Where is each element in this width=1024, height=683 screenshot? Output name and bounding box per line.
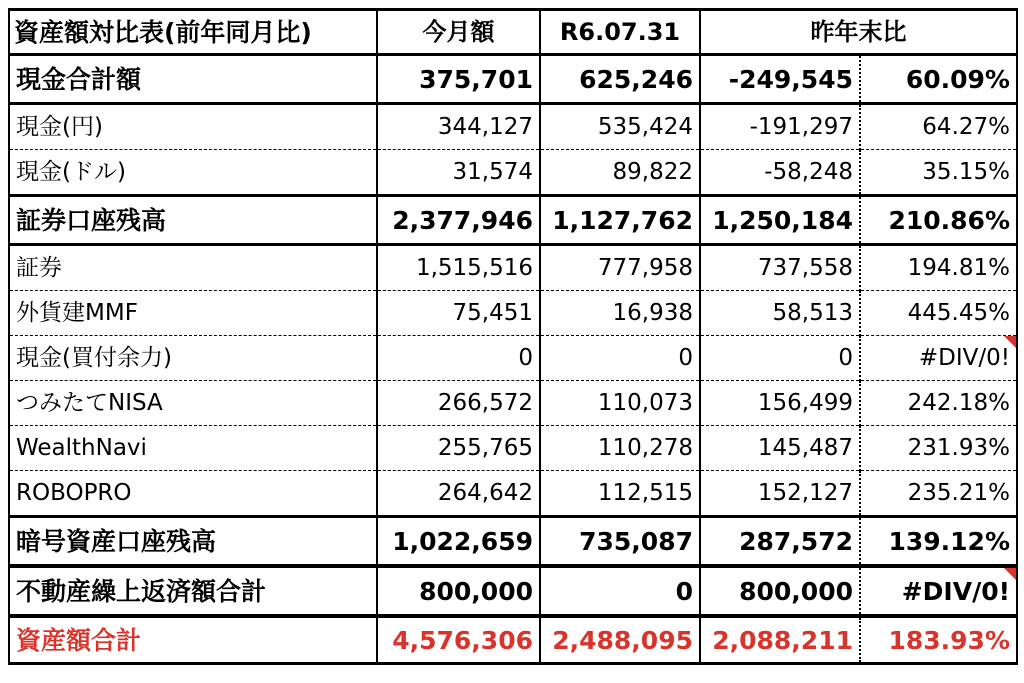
table-row [9,291,1017,336]
difference-cell: -191,297 [700,104,860,150]
column-header-date: R6.07.31 [540,10,700,55]
comment-flag-icon [1004,568,1016,580]
difference-cell: -58,248 [700,150,860,196]
ratio-cell: 183.93% [860,616,1017,664]
difference-cell: 58,513 [700,291,860,336]
current-amount-cell: 1,022,659 [377,517,540,567]
difference-cell: 287,572 [700,517,860,567]
row-label: WealthNavi [9,426,377,471]
row-label: 証券 [9,245,377,291]
ratio-cell: 445.45% [860,291,1017,336]
ratio-cell: #DIV/0! [860,336,1017,381]
ratio-cell: 64.27% [860,104,1017,150]
date-amount-cell: 110,278 [540,426,700,471]
date-amount-cell: 625,246 [540,55,700,104]
date-amount-cell: 16,938 [540,291,700,336]
row-label: 現金合計額 [9,55,377,104]
row-label: ROBOPRO [9,471,377,517]
ratio-cell: #DIV/0! [860,566,1017,616]
subtotal-row [9,566,1017,616]
table-row [9,471,1017,517]
date-amount-cell: 735,087 [540,517,700,567]
row-label: 証券口座残高 [9,196,377,245]
column-header-compare: 昨年末比 [700,10,1017,55]
current-amount-cell: 75,451 [377,291,540,336]
table-row [9,336,1017,381]
current-amount-cell: 344,127 [377,104,540,150]
subtotal-row [9,196,1017,245]
difference-cell: 800,000 [700,566,860,616]
table-row [9,381,1017,426]
difference-cell: 156,499 [700,381,860,426]
ratio-cell: 35.15% [860,150,1017,196]
ratio-cell: 231.93% [860,426,1017,471]
row-label: 暗号資産口座残高 [9,517,377,567]
date-amount-cell: 0 [540,336,700,381]
date-amount-cell: 110,073 [540,381,700,426]
subtotal-row [9,55,1017,104]
row-label: 現金(ドル) [9,150,377,196]
row-label: 資産額合計 [9,616,377,664]
current-amount-cell: 1,515,516 [377,245,540,291]
date-amount-cell: 0 [540,566,700,616]
date-amount-cell: 535,424 [540,104,700,150]
date-amount-cell: 89,822 [540,150,700,196]
row-label: つみたてNISA [9,381,377,426]
difference-cell: 0 [700,336,860,381]
ratio-cell: 242.18% [860,381,1017,426]
difference-cell: 2,088,211 [700,616,860,664]
current-amount-cell: 800,000 [377,566,540,616]
date-amount-cell: 777,958 [540,245,700,291]
column-header-current: 今月額 [377,10,540,55]
date-amount-cell: 112,515 [540,471,700,517]
total-row [9,616,1017,664]
difference-cell: 152,127 [700,471,860,517]
current-amount-cell: 2,377,946 [377,196,540,245]
difference-cell: 737,558 [700,245,860,291]
current-amount-cell: 0 [377,336,540,381]
current-amount-cell: 266,572 [377,381,540,426]
ratio-cell: 210.86% [860,196,1017,245]
current-amount-cell: 31,574 [377,150,540,196]
date-amount-cell: 1,127,762 [540,196,700,245]
difference-cell: 145,487 [700,426,860,471]
ratio-cell: 60.09% [860,55,1017,104]
comment-flag-icon [1004,336,1016,348]
current-amount-cell: 264,642 [377,471,540,517]
date-amount-cell: 2,488,095 [540,616,700,664]
table-row [9,104,1017,150]
current-amount-cell: 255,765 [377,426,540,471]
ratio-cell: 194.81% [860,245,1017,291]
current-amount-cell: 375,701 [377,55,540,104]
table-row [9,245,1017,291]
difference-cell: -249,545 [700,55,860,104]
row-label: 現金(買付余力) [9,336,377,381]
table-row [9,150,1017,196]
difference-cell: 1,250,184 [700,196,860,245]
ratio-cell: 139.12% [860,517,1017,567]
row-label: 現金(円) [9,104,377,150]
row-label: 外貨建MMF [9,291,377,336]
header-row [9,10,1017,55]
row-label: 不動産繰上返済額合計 [9,566,377,616]
asset-comparison-table [8,8,1018,665]
subtotal-row [9,517,1017,567]
ratio-cell: 235.21% [860,471,1017,517]
table-row [9,426,1017,471]
current-amount-cell: 4,576,306 [377,616,540,664]
table-title: 資産額対比表(前年同月比) [9,10,377,55]
